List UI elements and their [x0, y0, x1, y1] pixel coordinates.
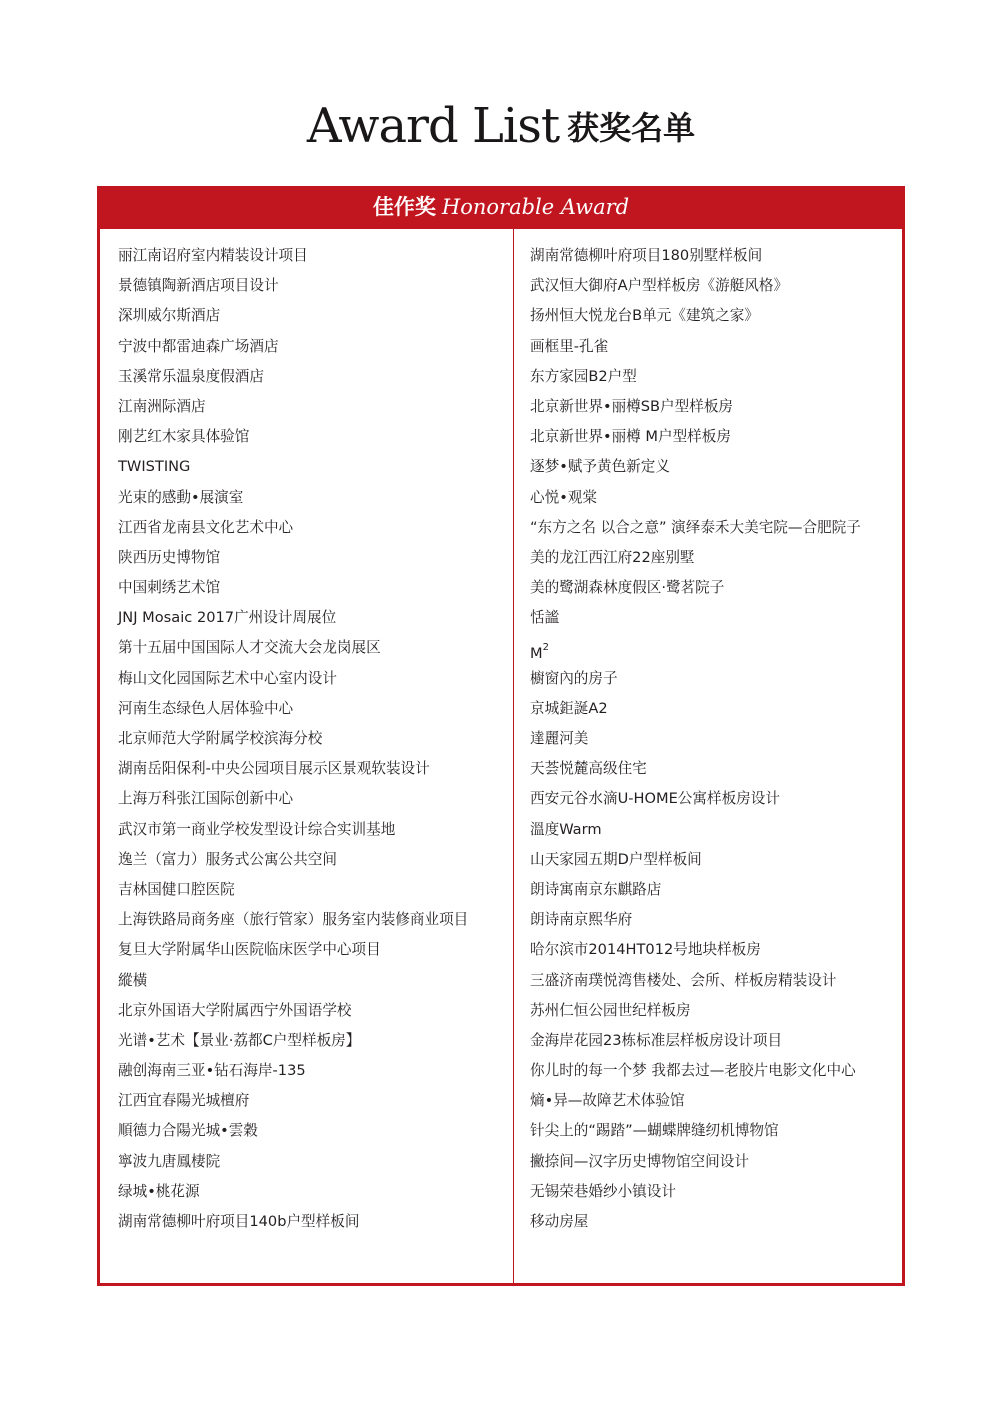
- list-item: 江西省龙南县文化艺术中心: [118, 518, 294, 536]
- list-item: 朗诗南京熙华府: [530, 911, 633, 929]
- list-item: 第十五届中国国际人才交流大会龙岗展区: [118, 639, 381, 657]
- list-item: [530, 633, 900, 663]
- list-item: 恬謐: [530, 609, 560, 627]
- list-item: 縱橫: [118, 971, 148, 989]
- list-item: 湖南岳阳保利-中央公园项目展示区景观软装设计: [118, 760, 430, 778]
- list-item: 上海万科张江国际创新中心: [118, 790, 294, 808]
- list-item: 山天家园五期D户型样板间: [530, 850, 702, 868]
- list-item: 湖南常德柳叶府项目140b户型样板间: [118, 1213, 360, 1230]
- list-item: 西安元谷水滴U-HOME公寓样板房设计: [530, 790, 780, 808]
- list-item: 针尖上的“踢踏”—蝴蝶牌缝纫机博物馆: [530, 1122, 779, 1140]
- list-item: 熵•异—故障艺术体验馆: [530, 1092, 685, 1110]
- list-item: 光谱•艺术【景业·荔都C户型样板房】: [118, 1031, 361, 1049]
- list-item: 吉林国健口腔医院: [118, 880, 235, 898]
- list-item: 溫度Warm: [530, 820, 602, 838]
- list-item: 達麗河美: [530, 730, 589, 747]
- list-item: 中国刺绣艺术馆: [118, 579, 221, 597]
- list-item: 上海铁路局商务座（旅行管家）服务室内装修商业项目: [118, 911, 469, 929]
- list-item: 苏州仁恒公园世纪样板房: [530, 1001, 691, 1019]
- list-item: 玉溪常乐温泉度假酒店: [118, 367, 264, 385]
- list-item: 湖南常德柳叶府项目180别墅样板间: [530, 247, 763, 264]
- page-title: [0, 96, 1002, 167]
- list-item: 你儿时的每一个梦 我都去过—老胶片电影文化中心: [530, 1062, 856, 1080]
- list-item: 江南洲际酒店: [118, 397, 206, 415]
- list-item: 順德力合陽光城•雲穀: [118, 1122, 258, 1140]
- section-header-english: Honorable Award: [441, 195, 630, 219]
- left-award-list: [118, 241, 508, 1237]
- list-item: 扬州恒大悦龙台B单元《建筑之家》: [530, 307, 759, 325]
- list-item: 东方家园B2户型: [530, 367, 637, 385]
- list-item: 深圳威尔斯酒店: [118, 307, 221, 325]
- list-item: 景德镇陶新酒店项目设计: [118, 277, 279, 295]
- list-item: 宁波中都雷迪森广场酒店: [118, 337, 279, 355]
- list-item: 绿城•桃花源: [118, 1182, 200, 1200]
- list-item: 心悦•观棠: [530, 488, 597, 506]
- column-divider: [513, 229, 514, 1283]
- list-item: JNJ Mosaic 2017广州设计周展位: [118, 609, 337, 627]
- list-item: 复旦大学附属华山医院临床医学中心项目: [118, 941, 381, 959]
- list-item: 撇捺间—汉字历史博物馆空间设计: [530, 1152, 749, 1170]
- list-item: TWISTING: [118, 458, 191, 476]
- list-item: 融创海南三亚•钻石海岸-135: [118, 1062, 306, 1080]
- list-item: 武汉市第一商业学校发型设计综合实训基地: [118, 820, 396, 838]
- list-item: 美的鹭湖森林度假区·鹭茗院子: [530, 579, 725, 597]
- list-item: 朗诗寓南京东麒路店: [530, 880, 662, 898]
- title-chinese: 获奖名单: [567, 109, 696, 147]
- list-item: 画框里-孔雀: [530, 337, 609, 355]
- right-award-list: [530, 241, 900, 1237]
- superscript: 2: [542, 642, 549, 654]
- list-item: 光束的感動•展演室: [118, 488, 244, 506]
- list-item: 无锡荣巷婚纱小镇设计: [530, 1182, 676, 1200]
- list-item: 哈尔滨市2014HT012号地块样板房: [530, 941, 761, 959]
- list-item: 京城鉅誕A2: [530, 699, 608, 717]
- list-item: 北京新世界•丽樽 M户型样板房: [530, 428, 731, 446]
- list-item: 陕西历史博物馆: [118, 548, 221, 566]
- list-item: 江西宜春陽光城檀府: [118, 1092, 250, 1110]
- list-item: “东方之名 以合之意” 演绎泰禾大美宅院—合肥院子: [530, 518, 861, 536]
- list-item: 金海岸花园23栋标准层样板房设计项目: [530, 1031, 783, 1049]
- list-item: 武汉恒大御府A户型样板房《游艇风格》: [530, 277, 789, 295]
- list-item-text: M: [530, 645, 543, 663]
- list-item: 櫥窗內的房子: [530, 669, 618, 687]
- list-item: 刚艺红木家具体验馆: [118, 428, 250, 446]
- list-item: 梅山文化园国际艺术中心室内设计: [118, 669, 337, 687]
- list-item: 逸兰（富力）服务式公寓公共空间: [118, 850, 337, 868]
- list-item: 北京新世界•丽樽SB户型样板房: [530, 397, 734, 415]
- list-item: 美的龙江西江府22座别墅: [530, 548, 695, 566]
- list-item: 丽江南诏府室内精装设计项目: [118, 247, 308, 264]
- list-item: 寧波九唐鳳棲院: [118, 1152, 221, 1170]
- list-item: 北京师范大学附属学校滨海分校: [118, 730, 323, 747]
- list-item: 天荟悦麓高级住宅: [530, 760, 647, 778]
- honorable-award-section: [97, 186, 905, 1286]
- list-item: 逐梦•赋予黄色新定义: [530, 458, 670, 476]
- list-item: 三盛济南璞悦湾售楼处、会所、样板房精装设计: [530, 971, 837, 989]
- section-header: [97, 186, 905, 229]
- list-item: 北京外国语大学附属西宁外国语学校: [118, 1001, 352, 1019]
- title-english: Award List: [306, 98, 560, 154]
- list-item: 移动房屋: [530, 1213, 589, 1230]
- list-item: 河南生态绿色人居体验中心: [118, 699, 294, 717]
- section-header-chinese: 佳作奖: [372, 195, 436, 219]
